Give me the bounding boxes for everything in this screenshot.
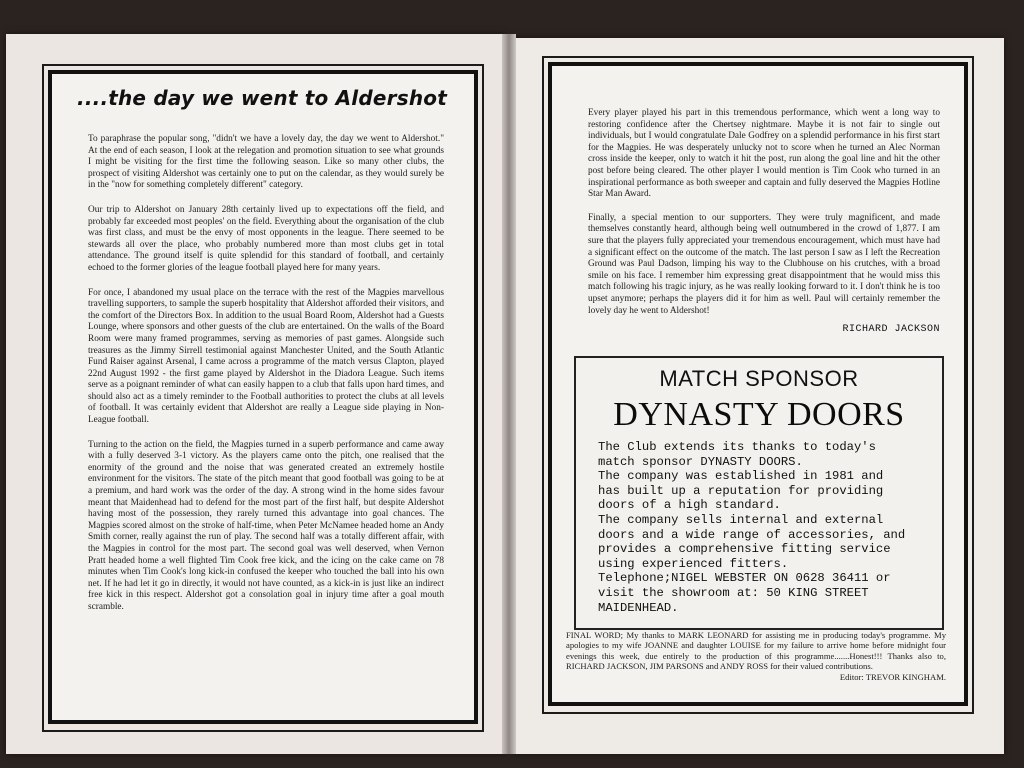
sponsor-line: MAIDENHEAD. — [598, 600, 679, 615]
sponsor-line: doors and a wide range of accessories, and — [598, 527, 906, 542]
sponsor-name: DYNASTY DOORS — [613, 396, 905, 433]
article-paragraph: Every player played his part in this tremendous performance, which went a long way to restoring confidence after the Chertsey nightmare. Maybe it is not fair to single out individuals, but I would congratulate Dale Godfrey on a splendid performance in his first start for the Magpies. He was desperately unlucky not to score when he turned an Alec Norman cross inside the keeper, only to watch it hit the post, run along the goal line and hit the other post before being cleared. The other player I would mention is Tim Cook who turned in an inspirational performance as both sweeper and captain and fully deserved the Magpies Hotline Star Man Award. — [588, 108, 940, 200]
book-spine — [502, 34, 516, 754]
final-word-text: FINAL WORD; My thanks to MARK LEONARD for assisting me in producing today's programme. My apologies to my wife JOANNE and daughter LOUISE for my failure to arrive home before midnight four evenings this week, due entirely to the production of this programme.......Honest!!! Thanks also to, RICHARD JACKSON, JIM PARSONS and ANDY ROSS for their valued contributions. — [566, 630, 946, 672]
sponsor-line: using experienced fitters. — [598, 556, 789, 571]
final-word-note — [566, 630, 946, 682]
sponsor-line: provides a comprehensive fitting service — [598, 542, 891, 557]
editor-credit: Editor: TREVOR KINGHAM. — [839, 671, 946, 682]
sponsor-line: The Club extends its thanks to today's — [598, 440, 876, 454]
article-paragraph: For once, I abandoned my usual place on the terrace with the rest of the Magpies marvellous travelling supporters, to sample the superb hospitality that Aldershot afforded their visitors, and the comfort of the Directors Box. In addition to the usual Board Room, Aldershot had a Guests Lounge, where sponsors and other guests of the club are entertained. On the walls of the Board Room were many framed programmes, serving as memories of past games. Alongside such treasures as the Jimmy Sirrell testimonial against Manchester United, and the South Atlantic Fund Raiser against Arsenal, I came across a programme of the match versus Clapton, played 22nd August 1992 - the first game played by Aldershot in the Diadora League. Such items serve as a poignant reminder of what can easily happen to a club that falls upon hard times, and should also act as a timely reminder to the Football authorities to protect the clubs at all levels of football. It was certainly evident that Aldershot are really a League side playing in Non-League football. — [88, 287, 444, 426]
article-title: ....the day we went to Aldershot — [77, 86, 447, 110]
sponsor-line: visit the showroom at: 50 KING STREET — [598, 585, 869, 600]
match-sponsor-box — [574, 356, 944, 630]
sponsor-line: The company was established in 1981 and — [598, 469, 884, 484]
article-paragraph: To paraphrase the popular song, "didn't we have a lovely day, the day we went to Aldershot." At the end of each season, I look at the relegation and promotion situation to see what grounds I might be visiting for the first time the following season. Like so many other clubs, the prospect of visiting Aldershot was certainly one to put on the calendar, as they would surely be in the "now for something completely different" category. — [88, 134, 444, 191]
sponsor-description — [598, 440, 938, 615]
author-signature: RICHARD JACKSON — [842, 324, 940, 335]
sponsor-line: The company sells internal and external — [598, 512, 884, 527]
sponsor-line: has built up a reputation for providing — [598, 483, 884, 498]
sponsor-line: Telephone;NIGEL WEBSTER ON 0628 36411 or — [598, 571, 891, 586]
article-paragraph: Finally, a special mention to our supporters. They were truly magnificent, and made themselves constantly heard, although being well outnumbered in the crowd of 1,877. I am sure that the players fully appreciated your tremendous encouragement, which must have had a significant effect on the outcome of the match. The last person I saw as I left the Recreation Ground was Paul Dadson, limping his way to the Clubhouse on his crutches, with a broad smile on his face. I remember him expressing great disappointment that he would miss this match following his tragic injury, as he was really looking forward to it. I don't think he is too upset anymore; perhaps the players did it for him as well. Paul will certainly remember the lovely day he went to Aldershot! — [588, 212, 940, 316]
sponsor-line: doors of a high standard. — [598, 498, 781, 513]
article-body-right — [588, 108, 940, 329]
article-body-left — [88, 134, 444, 627]
sponsor-heading: MATCH SPONSOR — [659, 366, 859, 391]
article-paragraph: Turning to the action on the field, the Magpies turned in a superb performance and came away with a fully deserved 3-1 victory. As the players came onto the pitch, one realised that the enormity of the ground and the noise that was generated created an extremely hostile environment for the visitors. The state of the pitch meant that good football was going to be at a premium, and hard work was the order of the day. A strong wind in the home sides favour meant that Maidenhead had to defend for the most part of the first half, but despite Aldershot having most of the possession, they rarely turned this advantage into goal chances. The Magpies scored almost on the stroke of half-time, when Peter McNamee headed home an Andy Smith corner, really against the run of play. The second half was a totally different affair, with the Magpies in control for the most part. The second goal was well deserved, when Vernon Pratt headed home a well flighted Tim Cook free kick, and the icing on the cake came on 78 minutes when Tim Cook's long kick-in confused the keeper who touched the ball into his own net. If he had let it go in directly, it would not have counted, as a kick-in is just like an indirect free kick in this respect. Aldershot got a consolation goal in injury time after a goal mouth scramble. — [88, 439, 444, 612]
sponsor-line: match sponsor DYNASTY DOORS. — [598, 454, 803, 469]
article-paragraph: Our trip to Aldershot on January 28th certainly lived up to expectations off the field, and probably far exceeded most peoples' on the field. Everything about the organisation of the club was first class, and must be the envy of most opponents in the league. There seemed to be stewards all over the place, who probably numbered more than most clubs get in total attendance. The ground itself is quite splendid for this standard of football, and certainly echoed to the former glories of the league football played here for many years. — [88, 204, 444, 273]
